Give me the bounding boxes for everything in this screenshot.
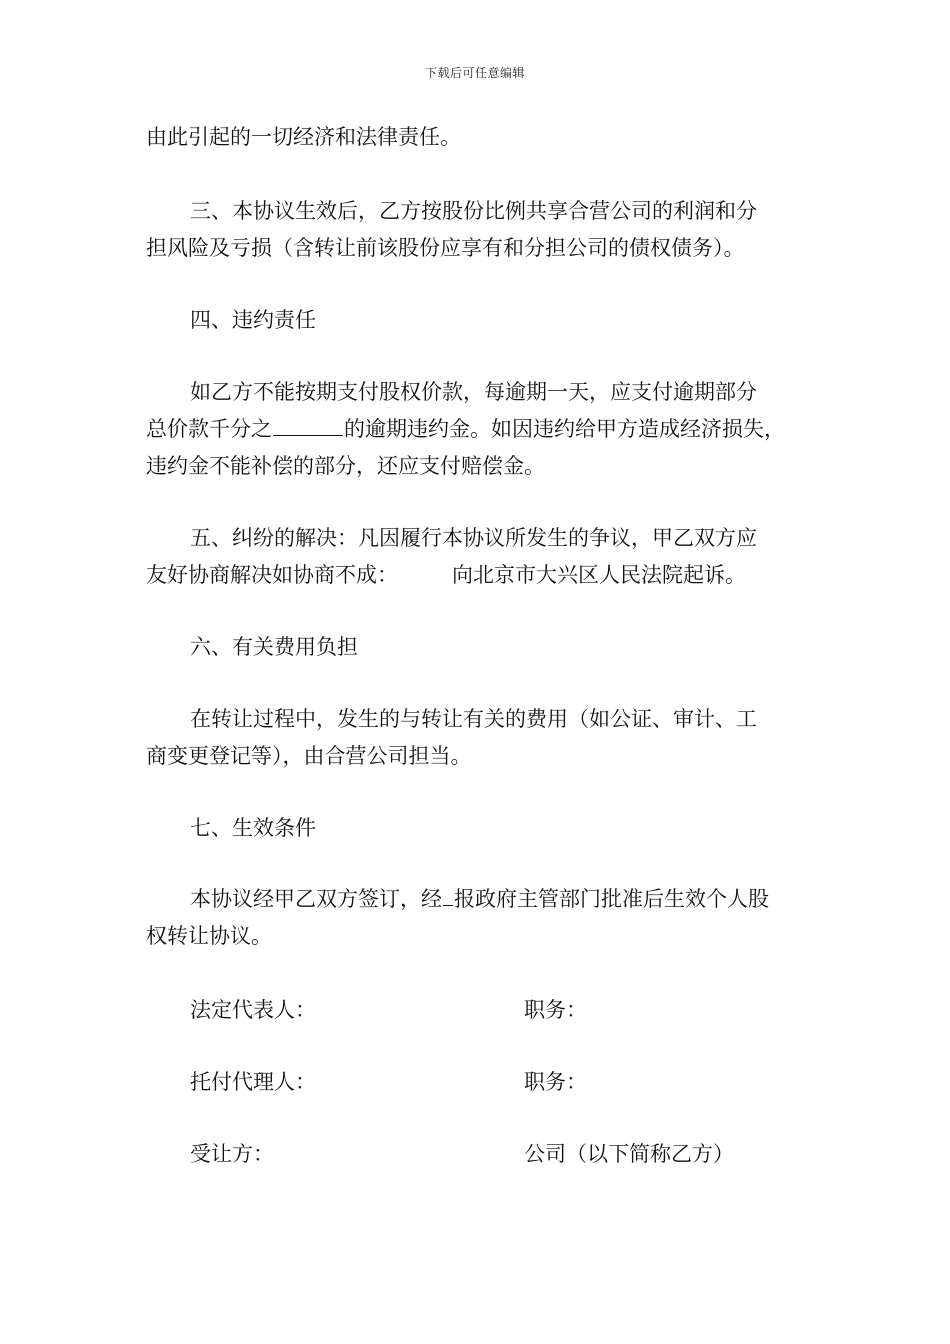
article-5-line-2-pre: 友好协商解决如协商不成：: [146, 563, 398, 587]
article-7-line-1: [190, 880, 810, 918]
article-5-line-2: [146, 556, 806, 594]
article-6-heading: 六、有关费用负担: [190, 635, 358, 659]
article-4-heading: 四、违约责任: [190, 308, 316, 332]
paragraph-continuation: 由此引起的一切经济和法律责任。: [146, 125, 461, 149]
article-4-line-1: 如乙方不能按期支付股权价款，每逾期一天，应支付逾期部分: [190, 380, 757, 404]
authorized-agent-label: 托付代理人：: [190, 1070, 316, 1094]
article-3-line-2: 担风险及亏损（含转让前该股份应享有和分担公司的债权债务）。: [146, 236, 745, 260]
legal-representative-label: 法定代表人：: [190, 998, 316, 1022]
article-7-line-2: 权转让协议。: [146, 924, 272, 948]
article-4-line-2-pre: 总价款千分之: [146, 417, 272, 441]
title-label-1: 职务：: [524, 998, 587, 1022]
article-4-line-2-post: 的逾期违约金。如因违约给甲方造成经济损失，: [344, 417, 785, 441]
article-7-line-1-post: 报政府主管部门批准后生效个人股: [454, 887, 769, 911]
company-label: 公司（以下简称乙方）: [524, 1142, 734, 1166]
article-7-heading: 七、生效条件: [190, 816, 316, 840]
article-3-line-1: 三、本协议生效后，乙方按股份比例共享合营公司的利润和分: [190, 199, 757, 223]
article-5-line-2-post: 向北京市大兴区人民法院起诉。: [452, 563, 746, 587]
article-4-line-3: 违约金不能补偿的部分，还应支付赔偿金。: [146, 454, 545, 478]
article-7-line-1-pre: 本协议经甲乙双方签订，经: [190, 887, 442, 911]
title-label-2: 职务：: [524, 1070, 587, 1094]
transferee-label: 受让方：: [190, 1142, 274, 1166]
fill-in-blank: [273, 414, 343, 436]
article-5-line-1: 五、纠纷的解决：凡因履行本协议所发生的争议，甲乙双方应: [190, 526, 757, 550]
article-6-line-2: 商变更登记等），由合营公司担当。: [146, 744, 472, 768]
article-6-line-1: 在转让过程中，发生的与转让有关的费用（如公证、审计、工: [190, 707, 757, 731]
article-4-line-2: [146, 410, 806, 448]
fill-in-blank: [443, 884, 453, 906]
header-note: 下载后可任意编辑: [424, 66, 525, 80]
